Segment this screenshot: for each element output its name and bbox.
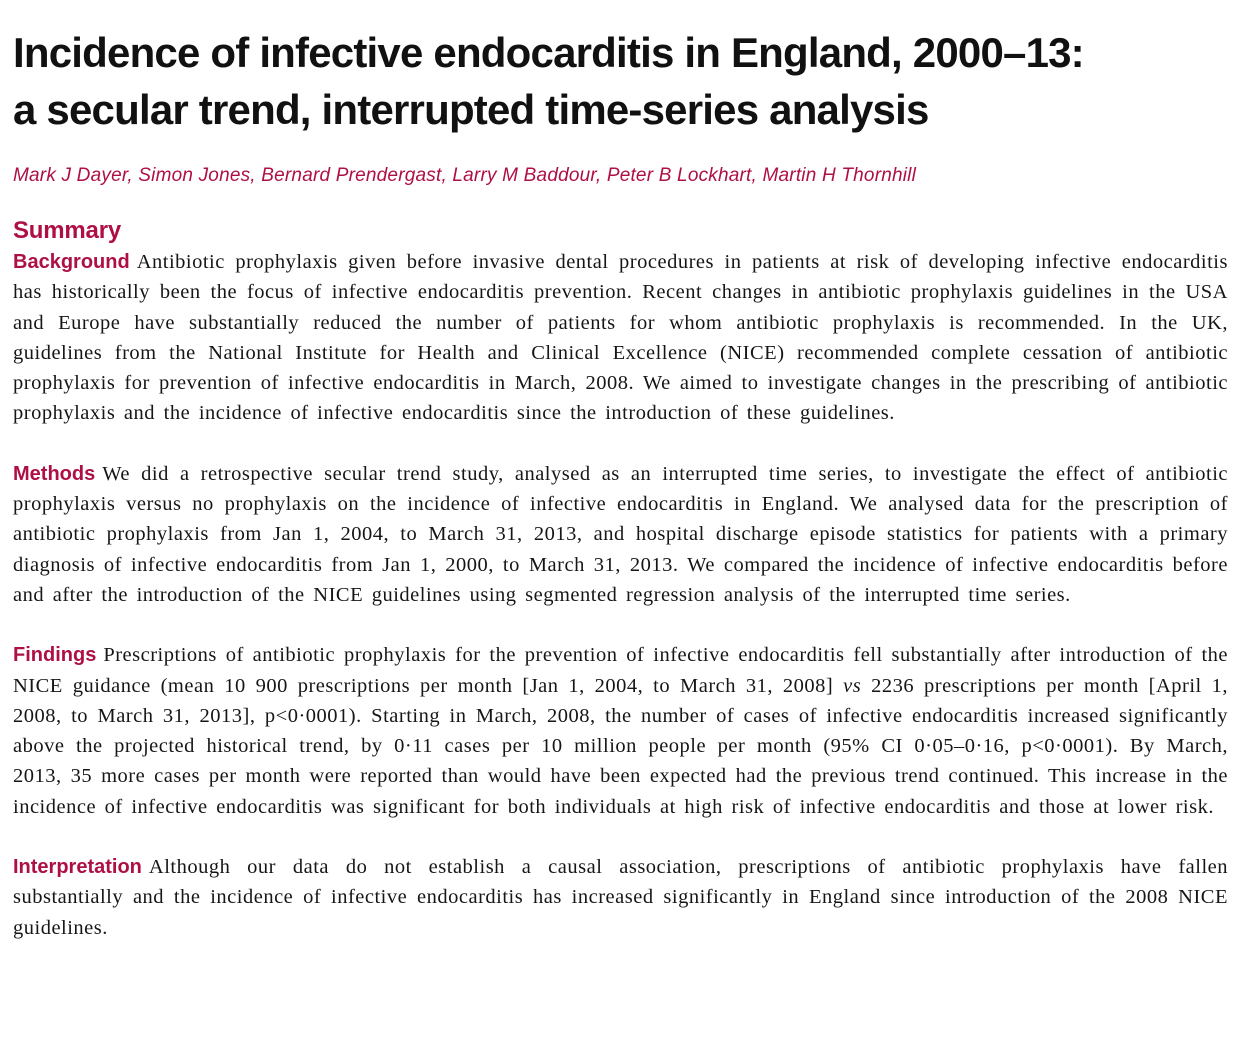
paragraph-interpretation <box>13 852 1228 943</box>
article-authors: Mark J Dayer, Simon Jones, Bernard Prendergast, Larry M Baddour, Peter B Lockhart, Martin H Thornhill <box>13 165 917 186</box>
paragraph-methods <box>13 459 1228 610</box>
paragraph-label-interpretation: Interpretation <box>13 856 142 879</box>
paragraph-text-interpretation: Although our data do not establish a causal association, prescriptions of antibiotic prophylaxis have fallen substantially and the incidence of infective endocarditis has increased significantly in England since introduction of the 2008 NICE guidelines. <box>13 856 1228 939</box>
paragraph-findings <box>13 640 1228 822</box>
title-line-1: Incidence of infective endocarditis in England, 2000–13: <box>13 29 1084 76</box>
paragraph-text-findings: Prescriptions of antibiotic prophylaxis for the prevention of infective endocarditis fell substantially after introduction of the NICE guidance (mean 10 900 prescriptions per month [Jan 1, 2004, to March 31, 2008] vs 2236 prescriptions per month [April 1, 2008, to March 31, 2013], p<0·0001). Starting in March, 2008, the number of cases of infective endocarditis increased significantly above the projected historical trend, by 0·11 cases per 10 million people per month (95% CI 0·05–0·16, p<0·0001). By March, 2013, 35 more cases per month were reported than would have been expected had the previous trend continued. This increase in the incidence of infective endocarditis was significant for both individuals at high risk of infective endocarditis and those at lower risk. <box>13 644 1228 818</box>
article-title <box>13 24 1228 138</box>
paragraph-text-methods: We did a retrospective secular trend study, analysed as an interrupted time series, to investigate the effect of antibiotic prophylaxis versus no prophylaxis on the incidence of infective endocarditis in England. We analysed data for the prescription of antibiotic prophylaxis from Jan 1, 2004, to March 31, 2013, and hospital discharge episode statistics for patients with a primary diagnosis of infective endocarditis from Jan 1, 2000, to March 31, 2013. We compared the incidence of infective endocarditis before and after the introduction of the NICE guidelines using segmented regression analysis of the interrupted time series. <box>13 462 1228 606</box>
paragraph-text-background: Antibiotic prophylaxis given before invasive dental procedures in patients at risk of developing infective endocarditis has historically been the focus of infective endocarditis prevention. Recent changes in antibiotic prophylaxis guidelines in the USA and Europe have substantially reduced the number of patients for whom antibiotic prophylaxis is recommended. In the UK, guidelines from the National Institute for Health and Clinical Excellence (NICE) recommended complete cessation of antibiotic prophylaxis for prevention of infective endocarditis in March, 2008. We aimed to investigate changes in the prescribing of antibiotic prophylaxis and the incidence of infective endocarditis since the introduction of these guidelines. <box>13 251 1228 425</box>
paragraph-label-methods: Methods <box>13 462 96 485</box>
paragraph-label-findings: Findings <box>13 644 97 667</box>
paragraph-label-background: Background <box>13 251 130 273</box>
paragraph-background <box>13 247 1228 429</box>
title-line-2: a secular trend, interrupted time-series analysis <box>13 86 929 133</box>
summary-heading: Summary <box>13 217 121 244</box>
summary-section <box>13 218 1228 943</box>
